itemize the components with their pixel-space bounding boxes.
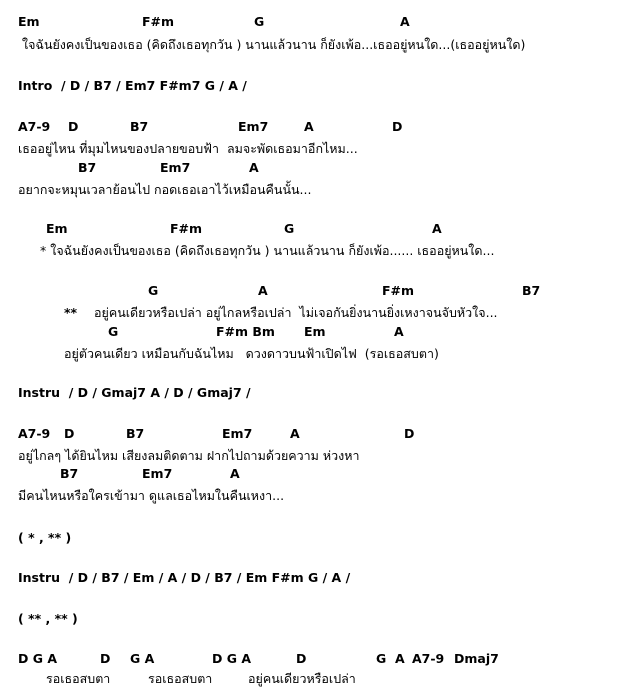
lyric-line: * ใจฉันยังคงเป็นของเธอ (คิดถึงเธอทุกวัน ) นานแล้วนาน ก็ยังเพ้อ...... เธออยู่หนใด...	[40, 243, 495, 258]
chord: Em7	[222, 426, 253, 441]
chord: A	[304, 119, 314, 134]
chord: D	[64, 426, 75, 441]
chord: A	[290, 426, 300, 441]
lyric-line: รอเธอสบตา	[46, 671, 111, 686]
chord: D	[404, 426, 415, 441]
instru-line: Instru / D / Gmaj7 A / D / Gmaj7 /	[18, 385, 251, 400]
intro-line: Intro / D / B7 / Em7 F#m7 G / A /	[18, 78, 247, 93]
chord: F#m	[382, 283, 415, 298]
chord: B7	[130, 119, 149, 134]
chord: D	[68, 119, 79, 134]
lyric-line: เธออยู่ไหน ที่มุมไหนของปลายขอบฟ้า ลมจะพัดเธอมาอีกไหม...	[18, 141, 358, 156]
chord: B7	[522, 283, 541, 298]
chord: A7-9	[18, 426, 51, 441]
chord: Em7	[160, 160, 191, 175]
lyric-line: อยู่คนเดียวหรือเปล่า อยู่ไกลหรือเปล่า ไม่เจอกันยิ่งนานยิ่งเหงาจนจับหัวใจ...	[94, 305, 498, 320]
chord: Em	[46, 221, 68, 236]
chord: Em	[18, 14, 40, 29]
chorus-marker: **	[64, 305, 78, 320]
chord: Dmaj7	[454, 651, 499, 666]
chord: A	[258, 283, 268, 298]
chord: B7	[126, 426, 145, 441]
chord: A	[432, 221, 442, 236]
chord: G	[284, 221, 295, 236]
chord: G	[148, 283, 159, 298]
chord: F#m	[170, 221, 203, 236]
chord: D	[296, 651, 307, 666]
chord: F#m	[142, 14, 175, 29]
lyric-line: รอเธอสบตา	[148, 671, 213, 686]
chord: D	[392, 119, 403, 134]
lyric-line: อยู่คนเดียวหรือเปล่า	[248, 671, 356, 686]
chord: G A	[376, 651, 405, 666]
chord: G A	[130, 651, 155, 666]
chord: A	[394, 324, 404, 339]
chord: Em7	[238, 119, 269, 134]
chord: Em7	[142, 466, 173, 481]
chord: A	[249, 160, 259, 175]
chord: Em	[304, 324, 326, 339]
lyric-line: มีคนไหนหรือใครเข้ามา ดูแลเธอไหมในคืนเหงา...	[18, 488, 285, 503]
chord: D G A	[18, 651, 58, 666]
chord: G	[108, 324, 119, 339]
chord: B7	[60, 466, 79, 481]
lyric-line: อยู่ไกลๆ ได้ยินไหม เสียงลมติดตาม ฝากไปถามด้วยความ ห่วงหา	[18, 448, 360, 463]
chord: G	[254, 14, 265, 29]
chord: A	[400, 14, 410, 29]
chord: A7-9	[18, 119, 51, 134]
lyric-line: อยากจะหมุนเวลาย้อนไป กอดเธอเอาไว้เหมือนคืนนั้น...	[18, 182, 312, 197]
chord: D	[100, 651, 111, 666]
chord: A7-9	[412, 651, 445, 666]
lyric-line: อยู่ตัวคนเดียว เหมือนกับฉันไหม ดวงดาวบนฟ้าเปิดไฟ (รอเธอสบตา)	[64, 346, 439, 361]
chord: F#m Bm	[216, 324, 275, 339]
chord: B7	[78, 160, 97, 175]
repeat-marker: ( ** , ** )	[18, 611, 78, 626]
chord: A	[230, 466, 240, 481]
repeat-marker: ( * , ** )	[18, 530, 72, 545]
instru-line: Instru / D / B7 / Em / A / D / B7 / Em F#m G / A /	[18, 570, 351, 585]
chord: D G A	[212, 651, 252, 666]
lyric-line: ใจฉันยังคงเป็นของเธอ (คิดถึงเธอทุกวัน ) นานแล้วนาน ก็ยังเพ้อ...เธออยู่หนใด...(เธออยู่หนใด)	[22, 37, 526, 52]
